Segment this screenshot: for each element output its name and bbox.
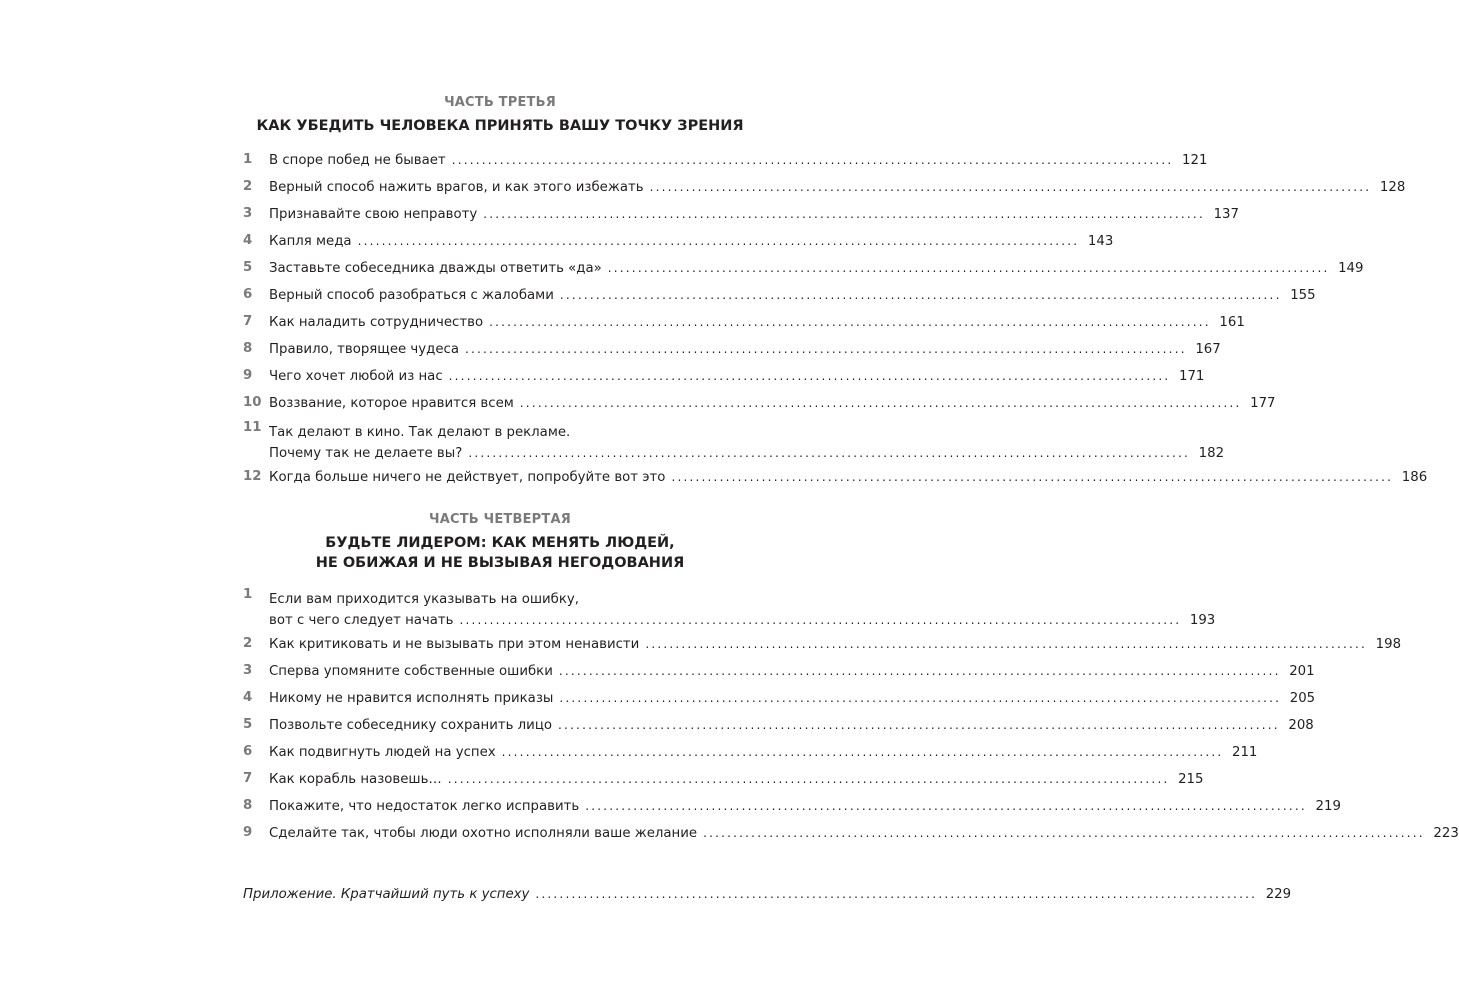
chapter-number: 8 [243,341,253,356]
dot-leader: ........................................................................................................................ [464,342,1187,356]
page-number: 215 [1178,772,1204,787]
dot-leader: ........................................................................................................................ [535,887,1258,901]
dot-leader: ........................................................................................................................ [559,288,1282,302]
part-three-title [243,116,757,136]
dot-leader: ........................................................................................................................ [489,315,1211,329]
dot-leader: ........................................................................................................................ [649,180,1372,194]
part-three-entries [243,147,1428,491]
chapter-number: 6 [243,744,253,759]
chapter-title: вот с чего следует начать [269,613,454,628]
toc-entry[interactable] [243,739,1258,766]
page-number: 149 [1338,261,1364,276]
part-three-section [243,95,1428,491]
chapter-title-line: Если вам приходится указывать на ошибку, [269,592,579,607]
chapter-title: Сперва упомяните собственные ошибки [269,664,553,679]
part-three-label: ЧАСТЬ ТРЕТЬЯ [444,95,556,110]
page-number: 208 [1288,718,1314,733]
dot-leader: ........................................................................................................................ [558,718,1280,732]
page-number: 177 [1250,396,1276,411]
page-number: 193 [1189,613,1216,628]
chapter-number: 12 [243,469,262,484]
toc-entry[interactable] [243,793,1341,820]
page-number: 186 [1401,470,1428,485]
appendix-page-number: 229 [1265,887,1292,902]
toc-entry[interactable] [243,147,1208,174]
chapter-number: 3 [243,663,253,678]
page-number: 205 [1289,691,1316,706]
part-four-title-line: БУДЬТЕ ЛИДЕРОМ: КАК МЕНЯТЬ ЛЮДЕЙ, [325,535,675,551]
page-number: 121 [1182,153,1208,168]
appendix-entry[interactable] [243,883,1292,906]
chapter-title: Признавайте свою неправоту [269,207,478,222]
chapter-title: Заставьте собеседника дважды ответить «да» [269,261,602,276]
chapter-number: 4 [243,690,253,705]
chapter-title: Как критиковать и не вызывать при этом ненависти [269,637,640,652]
page-number: 182 [1198,446,1225,461]
chapter-number: 8 [243,798,253,813]
chapter-number: 5 [243,717,253,732]
page-number: 198 [1375,637,1402,652]
dot-leader: ........................................................................................................................ [559,691,1282,705]
toc-entry[interactable] [243,685,1316,712]
toc-entry[interactable] [243,174,1406,201]
dot-leader: ........................................................................................................................ [501,745,1224,759]
chapter-title: Верный способ разобраться с жалобами [269,288,554,303]
toc-entry[interactable] [243,417,1225,464]
chapter-title: Сделайте так, чтобы люди охотно исполняли ваше желание [269,826,698,841]
chapter-title: Воззвание, которое нравится всем [269,396,514,411]
toc-entry[interactable] [243,631,1402,658]
chapter-title: Почему так не делаете вы? [269,446,463,461]
toc-entry[interactable] [243,336,1221,363]
toc-entry[interactable] [243,820,1459,847]
chapter-number: 9 [243,368,253,383]
chapter-number: 2 [243,636,253,651]
page-number: 137 [1213,207,1239,222]
page-number: 161 [1219,315,1245,330]
chapter-title: Чего хочет любой из нас [269,369,443,384]
chapter-title: Капля меда [269,234,352,249]
page-number: 155 [1290,288,1316,303]
part-four-title-line: НЕ ОБИЖАЯ И НЕ ВЫЗЫВАЯ НЕГОДОВАНИЯ [315,555,685,571]
dot-leader: ........................................................................................................................ [459,613,1182,627]
dot-leader: ........................................................................................................................ [585,799,1307,813]
chapter-title-line: Так делают в кино. Так делают в рекламе. [269,425,571,440]
dot-leader: ........................................................................................................................ [483,207,1205,221]
page-number: 167 [1195,342,1221,357]
dot-leader: ........................................................................................................................ [468,446,1191,460]
toc-entry[interactable] [243,363,1205,390]
chapter-number: 6 [243,287,253,302]
chapter-number: 7 [243,771,253,786]
chapter-title: Правило, творящее чудеса [269,342,459,357]
toc-entry[interactable] [243,282,1316,309]
chapter-number: 11 [243,420,262,435]
page-number: 143 [1087,234,1114,249]
dot-leader: ........................................................................................................................ [447,772,1170,786]
dot-leader: ........................................................................................................................ [607,261,1330,275]
toc-entry[interactable] [243,201,1239,228]
toc-entry[interactable] [243,309,1245,336]
chapter-title: В споре побед не бывает [269,153,446,168]
chapter-number: 3 [243,206,253,221]
toc-entry[interactable] [243,228,1114,255]
toc-entry[interactable] [243,390,1276,417]
chapter-title: Как подвигнуть людей на успех [269,745,496,760]
chapter-title: Верный способ нажить врагов, и как этого избежать [269,180,644,195]
chapter-number: 4 [243,233,253,248]
toc-entry[interactable] [243,464,1428,491]
appendix-title: Приложение. Кратчайший путь к успеху [243,887,530,902]
part-four-label: ЧАСТЬ ЧЕТВЕРТАЯ [429,512,571,527]
chapter-number: 1 [243,587,253,602]
dot-leader: ........................................................................................................................ [448,369,1171,383]
chapter-number: 2 [243,179,253,194]
part-four-entries [243,584,1459,847]
part-four-section [243,512,1459,847]
toc-entry[interactable] [243,712,1314,739]
page-number: 171 [1179,369,1205,384]
dot-leader: ........................................................................................................................ [645,637,1368,651]
dot-leader: ........................................................................................................................ [357,234,1080,248]
page-number: 201 [1289,664,1315,679]
toc-entry[interactable] [243,584,1216,631]
dot-leader: ........................................................................................................................ [519,396,1242,410]
chapter-number: 5 [243,260,253,275]
dot-leader: ........................................................................................................................ [451,153,1174,167]
toc-entry[interactable] [243,255,1364,282]
dot-leader: ........................................................................................................................ [703,826,1425,840]
chapter-title: Позвольте собеседнику сохранить лицо [269,718,553,733]
page-number: 211 [1231,745,1258,760]
chapter-title: Никому не нравится исполнять приказы [269,691,554,706]
chapter-number: 9 [243,825,253,840]
page-number: 128 [1379,180,1406,195]
toc-entry[interactable] [243,766,1204,793]
chapter-title: Когда больше ничего не действует, попробуйте вот это [269,470,666,485]
part-three-title-line: КАК УБЕДИТЬ ЧЕЛОВЕКА ПРИНЯТЬ ВАШУ ТОЧКУ ЗРЕНИЯ [256,118,744,134]
dot-leader: ........................................................................................................................ [671,470,1394,484]
chapter-number: 7 [243,314,253,329]
chapter-title: Как корабль назовешь… [269,772,442,787]
chapter-number: 10 [243,395,262,410]
page-number: 219 [1315,799,1341,814]
part-four-title [243,533,757,573]
page-number: 223 [1433,826,1459,841]
dot-leader: ........................................................................................................................ [558,664,1281,678]
chapter-title: Как наладить сотрудничество [269,315,484,330]
toc-entry[interactable] [243,658,1315,685]
chapter-number: 1 [243,152,253,167]
chapter-title: Покажите, что недостаток легко исправить [269,799,580,814]
